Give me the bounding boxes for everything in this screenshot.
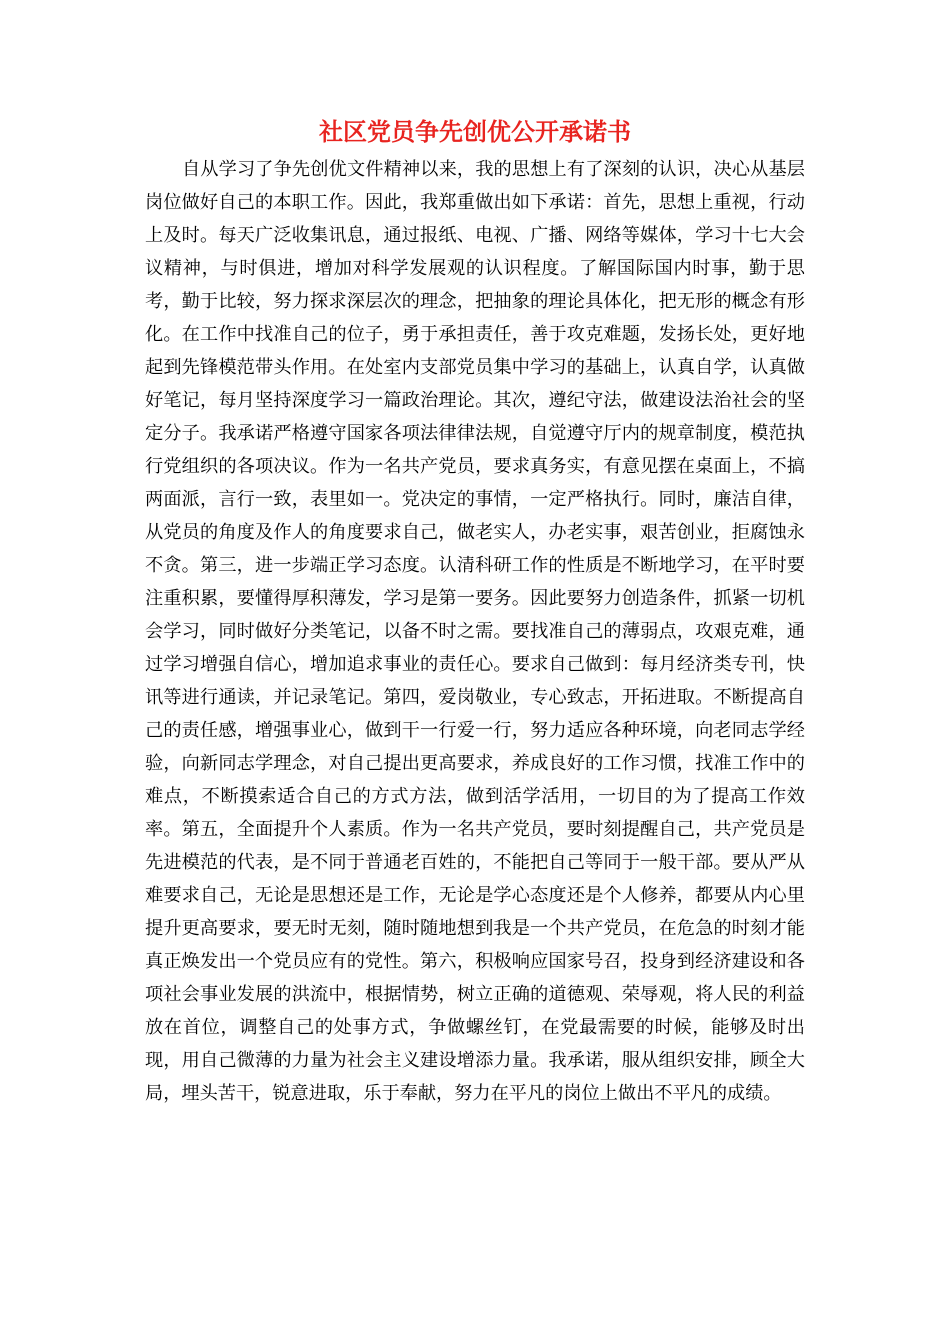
document-body-paragraph: 自从学习了争先创优文件精神以来，我的思想上有了深刻的认识，决心从基层岗位做好自己的本职工作。因此，我郑重做出如下承诺：首先，思想上重视，行动上及时。每天广泛收集讯息，通过报纸、电视、广播、网络等媒体，学习十七大会议精神，与时俱进，增加对科学发展观的认识程度。了解国际国内时事，勤于思考，勤于比较，努力探求深层次的理念，把抽象的理论具体化，把无形的概念有形化。在工作中找准自己的位子，勇于承担责任，善于攻克难题，发扬长处，更好地起到先锋模范带头作用。在处室内支部党员集中学习的基础上，认真自学，认真做好笔记，每月坚持深度学习一篇政治理论。其次，遵纪守法，做建设法治社会的坚定分子。我承诺严格遵守国家各项法律律法规，自觉遵守厅内的规章制度，模范执行党组织的各项决议。作为一名共产党员，要求真务实，有意见摆在桌面上，不搞两面派，言行一致，表里如一。党决定的事情，一定严格执行。同时，廉洁自律，从党员的角度及作人的角度要求自己，做老实人，办老实事，艰苦创业，拒腐蚀永不贪。第三，进一步端正学习态度。认清科研工作的性质是不断地学习，在平时要注重积累，要懂得厚积薄发，学习是第一要务。因此要努力创造条件，抓紧一切机会学习，同时做好分类笔记，以备不时之需。要找准自己的薄弱点，攻艰克难，通过学习增强自信心，增加追求事业的责任心。要求自己做到：每月经济类专刊，快讯等进行通读，并记录笔记。第四，爱岗敬业，专心致志，开拓进取。不断提高自己的责任感，增强事业心，做到干一行爱一行，努力适应各种环境，向老同志学经验，向新同志学理念，对自己提出更高要求，养成良好的工作习惯，找准工作中的难点，不断摸索适合自己的方式方法，做到活学活用，一切目的为了提高工作效率。第五，全面提升个人素质。作为一名共产党员，要时刻提醒自己，共产党员是先进模范的代表，是不同于普通老百姓的，不能把自己等同于一般干部。要从严从难要求自己，无论是思想还是工作，无论是学心态度还是个人修养，都要从内心里提升更高要求，要无时无刻，随时随地想到我是一个共产党员，在危急的时刻才能真正焕发出一个党员应有的党性。第六，积极响应国家号召，投身到经济建设和各项社会事业发展的洪流中，根据情势，树立正确的道德观、荣辱观，将人民的利益放在首位，调整自己的处事方式，争做螺丝钉，在党最需要的时候，能够及时出现，用自己微薄的力量为社会主义建设增添力量。我承诺，服从组织安排，顾全大局，埋头苦干，锐意进取，乐于奉献，努力在平凡的岗位上做出不平凡的成绩。 [145,159,805,1104]
document-title: 社区党员争先创优公开承诺书 [319,118,631,146]
